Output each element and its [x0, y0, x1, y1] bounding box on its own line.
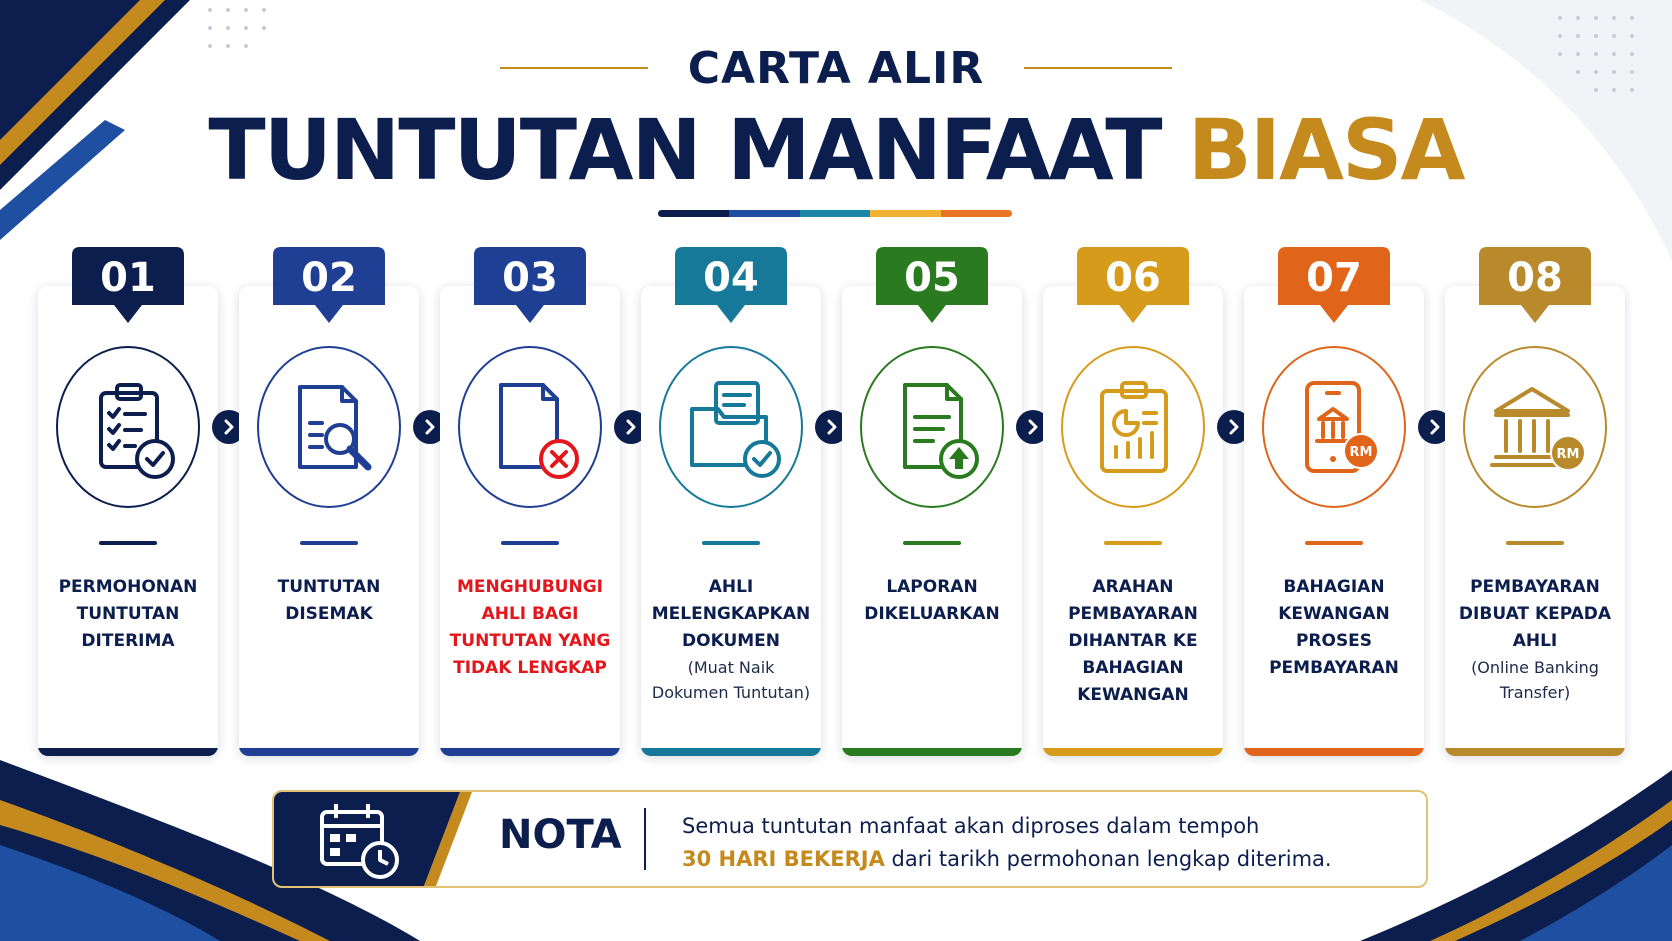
step-label-text: LAPORAN DIKELUARKAN [864, 577, 1000, 624]
note-title: NOTA [499, 812, 622, 858]
step-card-bottom-bar [1445, 748, 1625, 756]
step-number: 06 [1105, 255, 1161, 301]
step-underline [501, 541, 559, 545]
step-number: 01 [100, 255, 156, 301]
step-number: 04 [703, 255, 759, 301]
step-number-badge [876, 247, 988, 329]
step-number-badge [273, 247, 385, 329]
step-label-text: AHLI MELENGKAPKAN DOKUMEN [651, 577, 811, 651]
step-card-bottom-bar [641, 748, 821, 756]
title-accent: BIASA [1187, 101, 1464, 199]
step-icon-circle [457, 345, 603, 509]
step-icon-circle [1261, 345, 1407, 509]
step-label-text: PERMOHONAN TUNTUTAN DITERIMA [58, 577, 198, 651]
title-bar-segment [729, 210, 800, 217]
title-color-bar [658, 210, 1012, 217]
step-note: (Muat Naik Dokumen Tuntutan) [651, 658, 811, 702]
step-label [1447, 574, 1623, 705]
svg-text:RM: RM [1556, 447, 1580, 462]
note-highlight: 30 HARI BEKERJA [682, 847, 885, 871]
title-bar-segment [800, 210, 871, 217]
step-number-badge [1278, 247, 1390, 329]
step-label [1045, 574, 1221, 709]
step-label-text: MENGHUBUNGI AHLI BAGI TUNTUTAN YANG TIDAK LENGKAP [449, 577, 611, 678]
step-icon-circle [658, 345, 804, 509]
note-line-2-rest: dari tarikh permohonan lengkap diterima. [884, 847, 1332, 871]
step-label-text: PEMBAYARAN DIBUAT KEPADA AHLI [1458, 577, 1612, 651]
step-underline [1104, 541, 1162, 545]
step-number: 08 [1507, 255, 1563, 301]
step-label-text: ARAHAN PEMBAYARAN DIHANTAR KE BAHAGIAN KEWANGAN [1068, 577, 1198, 705]
step-card-bottom-bar [842, 748, 1022, 756]
subtitle-row [0, 38, 1672, 98]
step-card-bottom-bar [239, 748, 419, 756]
subtitle: CARTA ALIR [687, 42, 985, 94]
step-card-bottom-bar [1244, 748, 1424, 756]
step-card-bottom-bar [38, 748, 218, 756]
step-label [241, 574, 417, 628]
step-label [643, 574, 819, 705]
step-underline [1506, 541, 1564, 545]
step-number: 05 [904, 255, 960, 301]
svg-text:RM: RM [1349, 445, 1373, 460]
step-label-text: BAHAGIAN KEWANGAN PROSES PEMBAYARAN [1269, 577, 1399, 678]
note-banner [274, 792, 474, 886]
step-icon-circle [256, 345, 402, 509]
step-number-badge [1479, 247, 1591, 329]
title-main: TUNTUTAN MANFAAT [208, 101, 1161, 199]
step-label-text: TUNTUTAN DISEMAK [277, 577, 381, 624]
subtitle-line-right [1024, 67, 1172, 69]
step-underline [99, 541, 157, 545]
note-line-1: Semua tuntutan manfaat akan diproses dalam tempoh [682, 814, 1260, 838]
page-title [0, 100, 1672, 200]
step-icon-circle [1060, 345, 1206, 509]
title-bar-segment [870, 210, 941, 217]
note-box [272, 790, 1428, 888]
step-card-bottom-bar [1043, 748, 1223, 756]
step-icon-circle [859, 345, 1005, 509]
step-label [40, 574, 216, 655]
note-line-2 [682, 843, 1402, 876]
step-number: 03 [502, 255, 558, 301]
note-separator [644, 808, 646, 870]
subtitle-line-left [500, 67, 648, 69]
step-label [844, 574, 1020, 628]
step-number-badge [675, 247, 787, 329]
step-card-bottom-bar [440, 748, 620, 756]
step-underline [300, 541, 358, 545]
step-icon-circle [1462, 345, 1608, 509]
step-number: 02 [301, 255, 357, 301]
title-bar-segment [941, 210, 1012, 217]
step-number-badge [474, 247, 586, 329]
step-note: (Online Banking Transfer) [1471, 658, 1599, 702]
step-label [1246, 574, 1422, 682]
step-icon-circle [55, 345, 201, 509]
step-number: 07 [1306, 255, 1362, 301]
note-text [682, 810, 1402, 876]
step-number-badge [1077, 247, 1189, 329]
step-underline [1305, 541, 1363, 545]
step-underline [903, 541, 961, 545]
step-underline [702, 541, 760, 545]
title-bar-segment [658, 210, 729, 217]
step-number-badge [72, 247, 184, 329]
step-label [442, 574, 618, 682]
